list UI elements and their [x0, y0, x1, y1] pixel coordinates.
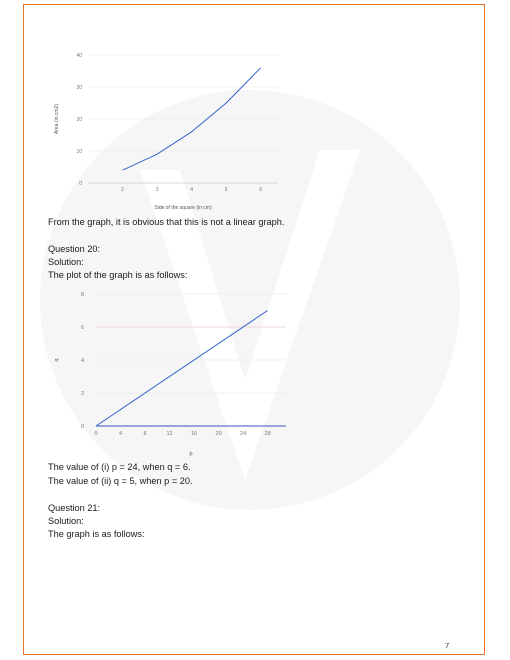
question-21-solution-label: Solution: [48, 516, 84, 526]
x-tick-label: 28 [264, 431, 271, 437]
y-tick-label: 10 [76, 149, 82, 155]
p-vs-q-chart [48, 286, 298, 458]
x-tick-label: 12 [166, 431, 173, 437]
y-tick-label: 0 [79, 181, 82, 187]
y-tick-label: 20 [76, 117, 82, 123]
y-tick-label: 8 [80, 292, 84, 298]
x-tick-label: 4 [190, 187, 194, 193]
x-tick-label: 0 [94, 431, 98, 437]
x-tick-label: 6 [259, 187, 263, 193]
question-21-heading: Question 21: [48, 503, 101, 513]
x-tick-label: 8 [143, 431, 147, 437]
question-20-solution-label: Solution: [48, 257, 84, 267]
y-tick-label: 2 [80, 391, 84, 397]
page-number: 7 [445, 641, 450, 650]
y-tick-label: 6 [80, 325, 84, 331]
question-20-plot-intro: The plot of the graph is as follows: [48, 270, 188, 280]
question-20-answer-i: The value of (i) p = 24, when q = 6. [48, 462, 191, 472]
y-tick-label: 40 [76, 53, 82, 59]
x-tick-label: 5 [224, 187, 228, 193]
graph-note-text: From the graph, it is obvious that this is not a linear graph. [48, 217, 285, 227]
x-axis-title: Side of the square (in cm) [154, 205, 212, 211]
area-vs-side-chart [48, 45, 298, 213]
y-axis-title: Area (in cm2) [54, 103, 60, 135]
x-tick-label: 24 [240, 431, 247, 437]
question-21-graph-intro: The graph is as follows: [48, 529, 145, 539]
y-axis-title: q [54, 358, 60, 362]
question-20-answer-ii: The value of (ii) q = 5, when p = 20. [48, 476, 193, 486]
question-20-heading: Question 20: [48, 244, 101, 254]
y-tick-label: 4 [80, 358, 84, 364]
y-tick-label: 30 [76, 85, 82, 91]
x-tick-label: 16 [191, 431, 198, 437]
x-tick-label: 4 [118, 431, 123, 437]
x-tick-label: 3 [155, 187, 159, 193]
x-tick-label: 20 [215, 431, 222, 437]
x-axis-title: p [189, 451, 193, 457]
y-tick-label: 0 [80, 424, 84, 430]
series-line [96, 311, 268, 427]
x-tick-label: 2 [121, 187, 124, 193]
